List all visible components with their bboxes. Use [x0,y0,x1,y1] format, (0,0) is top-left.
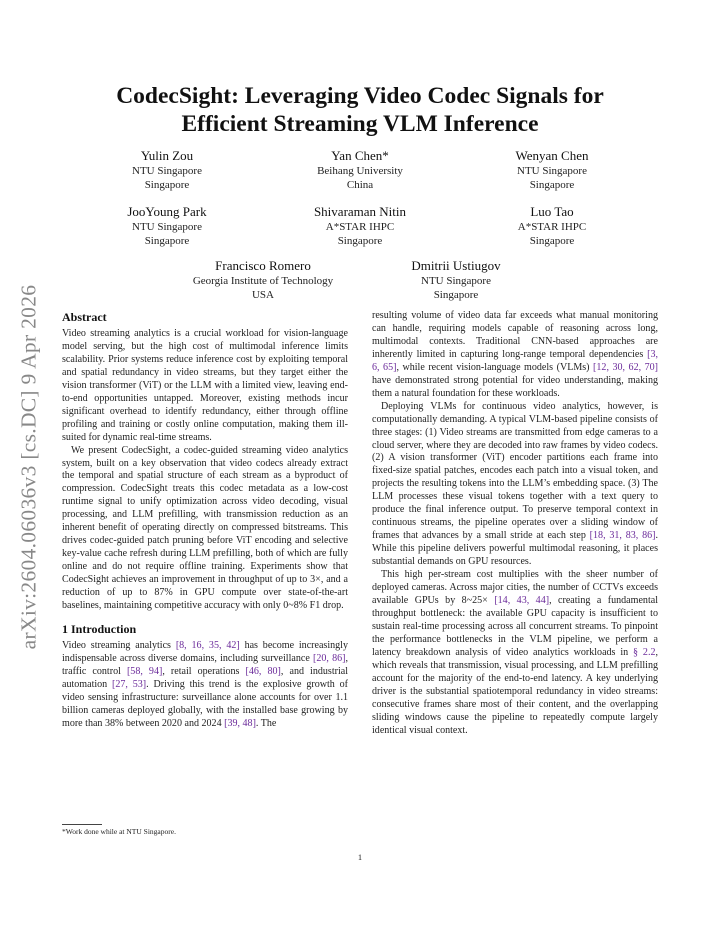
text-run: , traffic control [62,652,348,677]
author-location: Singapore [529,179,575,191]
author-affiliation: Georgia Institute of Technology [192,275,334,287]
author-block [356,258,556,302]
text-run: have demonstrated strong potential for video understanding, making them a natural foundation for these workloads. [372,374,658,399]
citation-link[interactable]: [12, 30, 62, 70] [593,361,659,373]
text-run: has become increasingly indispensable across diverse domains, including surveillance [62,639,348,664]
author-block [452,148,652,192]
author-affiliation: NTU Singapore [421,275,491,287]
author-name: Dmitrii Ustiugov [411,258,501,273]
section-reference-link[interactable]: § 2.2 [633,646,656,658]
author-block [260,204,460,248]
text-run: Video streaming analytics [62,639,176,651]
citation-link[interactable]: [14, 43, 44] [494,594,550,606]
author-affiliation: Beihang University [317,165,403,177]
body-paragraph [372,401,658,569]
author-location: Singapore [433,289,479,301]
author-affiliation: A*STAR IHPC [325,221,395,233]
author-location: USA [251,289,274,301]
author-name: Yan Chen* [331,148,389,163]
text-run: resulting volume of video data far exceeds what manual monitoring can handle, requiring models capable of reasoning across long, multimodal contexts. Traditional CNN-based approaches are inherently limited in capturing long-range temporal dependencies [372,310,658,360]
body-paragraph [372,310,658,401]
author-name: Shivaraman Nitin [313,204,407,219]
citation-link[interactable]: [20, 86] [312,652,346,664]
left-column [62,310,348,731]
text-run: , and industrial automation [62,665,349,690]
text-run: . While this pipeline delivers powerful multimodal reasoning, it places substantial demands on GPU resources. [372,530,659,568]
citation-link[interactable]: [46, 80] [245,665,281,677]
author-affiliation: NTU Singapore [132,165,202,177]
body-paragraph [372,569,658,737]
author-location: Singapore [337,235,383,247]
abstract-paragraph: We present CodecSight, a codec-guided streaming video analytics system, built on a key observation that video codecs already extract the temporal and spatial structure of each stream as a byproduct of compression. CodecSight treats this codec metadata as a low-cost runtime signal to unify optimization across video decoding, visual processing, and LLM prefilling, with transmission reduction as an inherent benefit of operating directly on compressed bitstreams. This drives codec-guided patch pruning before ViT encoding and selective key-value cache refresh during LLM prefilling, both of which are fully online and do not require offline training. Experiments show that CodecSight achieves an improvement in throughput of up to 3×, and a reduction of up to 87% in GPU compute over state-of-the-art baselines, maintaining competitive accuracy with only 0~8% F1 drop. [62,444,348,612]
citation-link[interactable]: [39, 48] [224,717,256,729]
author-block [67,148,267,192]
text-run: , retail operations [162,665,246,677]
citation-link[interactable]: [3, 6, 65] [372,348,658,373]
intro-paragraph [62,640,348,731]
text-run: Deploying VLMs for continuous video analytics, however, is computationally demanding. A typical VLM-based pipeline consists of three stages: (1) Video streams are transmitted from edge cameras to a cloud server, where they are decoded into raw frames by video codecs. (2) A vision transformer (ViT) encoder partitions each frame into fixed-size spatial patches, encodes each patch into a visual token, and projects the resulting tokens into the LLM’s embedding space. (3) The LLM processes these visual tokens together with a text query to produce the final inference output. To preserve temporal context in continuous streams, the pipeline operates over a sliding window of frames that advances by a small stride at each step [372,400,658,542]
author-affiliation: NTU Singapore [132,221,202,233]
text-run: , which reveals that transmission, visual processing, and LLM prefilling account for the majority of the end-to-end latency. A key underlying driver is the substantial spatiotemporal redundancy in video streams: consecutive frames share most of their content, and the overlapping sliding windows cause the pipeline to repeatedly compute largely identical visual context. [372,646,658,736]
author-location: China [346,179,374,191]
author-name: Francisco Romero [215,258,311,273]
citation-link[interactable]: [58, 94] [126,665,163,677]
author-affiliation: A*STAR IHPC [517,221,587,233]
abstract-paragraph: Video streaming analytics is a crucial workload for vision-language model serving, but the high cost of multimodal inference limits scalability. Prior systems reduce inference cost by exploiting temporal and spatial redundancy in video streams, but they target either the vision transformer (ViT) or the LLM with a limited view, leaving end-to-end opportunities untapped. Moreover, existing methods incur significant overhead to identify redundancy, either through offline profiling and training or costly online computation, making them ill-suited for dynamic real-time streams. [62,328,348,443]
citation-link[interactable]: [27, 53] [112,678,147,690]
author-block [163,258,363,302]
text-run: , while recent vision-language models (VLMs) [396,361,594,373]
author-name: Wenyan Chen [515,148,589,163]
arxiv-identifier-text: arXiv:2604.06036v3 [cs.DC] 9 Apr 2026 [16,284,41,650]
page-number: 1 [357,852,363,862]
author-block [67,204,267,248]
right-column [372,310,658,737]
author-affiliation: NTU Singapore [517,165,587,177]
text-run: This high per-stream cost multiplies with the sheer number of deployed cameras. Across major cities, the number of CCTVs exceeds available GPUs by 8~25× [372,569,658,606]
abstract-heading: Abstract [62,310,107,324]
arxiv-identifier [14,262,44,672]
author-location: Singapore [529,235,575,247]
text-run: . The [255,717,277,729]
author-block [260,148,460,192]
footnote-rule [62,824,102,825]
author-location: Singapore [144,179,190,191]
paper-title [60,82,660,138]
citation-link[interactable]: [8, 16, 35, 42] [175,639,240,651]
citation-link[interactable]: [18, 31, 83, 86] [589,530,656,542]
introduction-heading: 1 Introduction [62,621,137,636]
title-line-2: Efficient Streaming VLM Inference [181,111,539,137]
author-name: JooYoung Park [127,204,207,219]
title-line-1: CodecSight: Leveraging Video Codec Signals for [116,83,604,109]
footnote: *Work done while at NTU Singapore. [62,827,176,836]
text-run: . Driving this trend is the explosive growth of video sensing infrastructure: surveillance alone accounts for over 1.1 billion cameras deployed globally, with the installed base growing by more than 38% between 2020 and 2024 [62,678,348,729]
text-run: , creating a fundamental throughput bottleneck: the available GPU capacity is insufficient to sustain real-time processing across all concurrent streams. To pinpoint the performance bottlenecks in the VLM pipeline, we perform a latency breakdown analysis of video analytics workloads in [372,594,658,658]
author-name: Luo Tao [530,204,574,219]
author-block [452,204,652,248]
author-location: Singapore [144,235,190,247]
author-name: Yulin Zou [140,148,194,163]
